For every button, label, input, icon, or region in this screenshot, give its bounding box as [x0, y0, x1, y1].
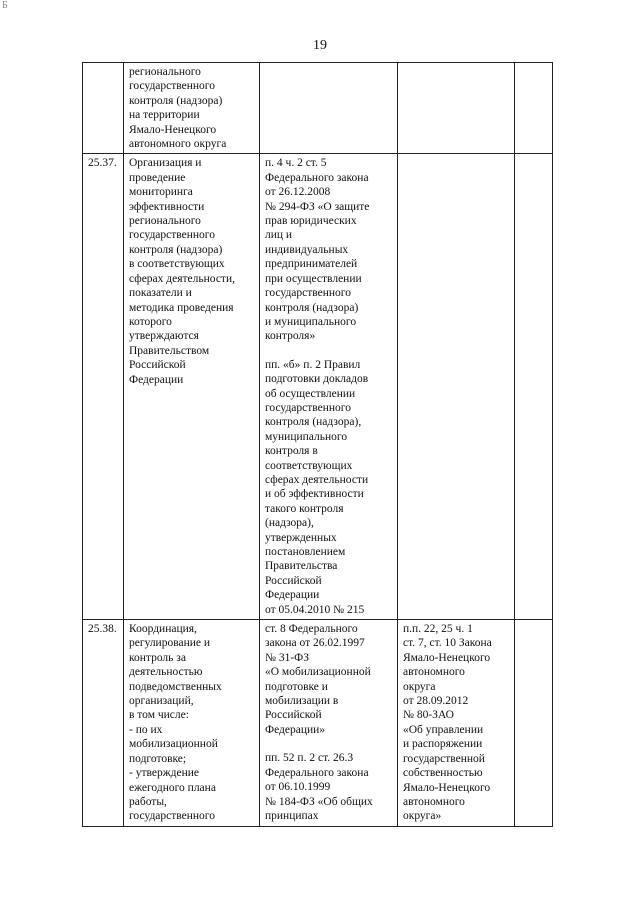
text-line: округа	[403, 680, 436, 693]
text-line: постановлением	[265, 546, 346, 558]
text-line: автономного округа	[129, 138, 227, 151]
item-number: 25.38.	[88, 623, 117, 636]
text-line: от 05.04.2010 № 215	[265, 603, 365, 616]
text-line: Организация и	[129, 157, 202, 170]
text-line: подведомственных	[129, 680, 222, 693]
text-line: мобилизационной	[129, 738, 218, 751]
text-line: ежегодного плана	[129, 781, 216, 794]
text-line: деятельностью	[129, 666, 203, 679]
text-line: и об эффективности	[265, 488, 364, 501]
text-line: пп. 52 п. 2 ст. 26.3	[265, 752, 354, 765]
text-line: автономного	[403, 666, 465, 679]
text-line: ст. 7, ст. 10 Закона	[403, 637, 492, 650]
text-line: сферах деятельности,	[129, 272, 235, 285]
text-line: муниципального	[265, 430, 348, 443]
text-line: Федерации	[129, 373, 184, 386]
notes-cell	[515, 154, 553, 620]
text-line: Координация,	[129, 623, 197, 636]
text-line: на территории	[129, 109, 200, 122]
table-row	[83, 620, 553, 827]
text-line: при осуществлении	[265, 272, 362, 285]
text-line: сферах деятельности	[265, 473, 369, 486]
item-number: 25.37.	[88, 157, 117, 170]
text-line: предпринимателей	[265, 258, 358, 271]
text-line: соответствующих	[265, 459, 353, 472]
regulation-table	[82, 62, 553, 827]
text-line: контроля (надзора)	[129, 243, 223, 256]
table-row	[83, 154, 553, 620]
text-line: мониторинга	[129, 186, 193, 199]
text-line: контроля в	[265, 445, 318, 458]
text-line: Российской	[129, 359, 186, 372]
text-line: государственного	[129, 810, 215, 823]
regional-law-basis-cell	[398, 63, 515, 154]
text-line: Ямало-Ненецкого	[129, 123, 217, 136]
authority-description-cell	[124, 154, 260, 620]
authority-description-cell	[124, 63, 260, 154]
text-line: и муниципального	[265, 315, 357, 328]
text-line: контроля»	[265, 330, 316, 343]
text-line: п.п. 22, 25 ч. 1	[403, 623, 473, 636]
text-line: государственного	[129, 80, 215, 93]
text-line: Ямало-Ненецкого	[403, 651, 491, 664]
text-line: подготовке и	[265, 680, 328, 693]
text-line: от 06.10.1999	[265, 781, 331, 794]
federal-law-basis-cell	[260, 154, 398, 620]
text-line: показатели и	[129, 287, 192, 300]
text-line: государственной	[403, 752, 485, 765]
item-number-cell	[83, 63, 124, 154]
text-line: контроля (надзора),	[265, 416, 362, 429]
text-line: в соответствующих	[129, 258, 225, 271]
text-line: «О мобилизационной	[265, 666, 371, 679]
text-line: контроля (надзора)	[265, 301, 359, 314]
text-line: № 184-ФЗ «Об общих	[265, 795, 373, 808]
text-line: принципах	[265, 809, 319, 822]
text-line: ст. 8 Федерального	[265, 623, 358, 636]
text-line: Правительства	[265, 560, 338, 573]
text-line: методика проведения	[129, 301, 234, 314]
item-number-cell	[83, 154, 124, 620]
text-line: подготовке;	[129, 752, 187, 765]
text-line: прав юридических	[265, 215, 357, 228]
text-line: (надзора),	[265, 517, 314, 530]
text-line: Правительством	[129, 344, 210, 357]
text-line: Федерального закона	[265, 766, 369, 779]
text-line: округа»	[403, 810, 442, 823]
paragraph-gap	[265, 344, 392, 358]
text-line: и распоряжении	[403, 738, 483, 751]
text-line: Ямало-Ненецкого	[403, 781, 491, 794]
text-line: государственного	[265, 401, 351, 414]
table-row	[83, 63, 553, 154]
federal-law-basis-cell	[260, 63, 398, 154]
text-line: контроль за	[129, 651, 186, 664]
item-number-cell	[83, 620, 124, 827]
notes-cell	[515, 63, 553, 154]
text-line: эффективности	[129, 200, 205, 213]
text-line: регулирование и	[129, 637, 211, 650]
text-line: лиц и	[265, 229, 293, 242]
text-line: индивидуальных	[265, 243, 349, 256]
text-line: регионального	[129, 215, 201, 228]
text-line: Российской	[265, 709, 322, 722]
text-line: мобилизации в	[265, 695, 339, 708]
text-line: контроля (надзора)	[129, 94, 223, 107]
text-line: такого контроля	[265, 502, 344, 515]
regional-law-basis-cell	[398, 154, 515, 620]
text-line: п. 4 ч. 2 ст. 5	[265, 157, 327, 170]
text-line: государственного	[265, 287, 351, 300]
text-line: - по их	[129, 723, 163, 736]
authority-description-cell	[124, 620, 260, 827]
text-line: об осуществлении	[265, 387, 356, 400]
text-line: - утверждение	[129, 767, 200, 780]
text-line: № 31-ФЗ	[265, 651, 310, 664]
paragraph-gap	[265, 737, 392, 751]
text-line: организаций,	[129, 695, 194, 708]
text-line: от 28.09.2012	[403, 695, 469, 708]
text-line: которого	[129, 315, 172, 328]
page-number: 19	[313, 38, 327, 53]
text-line: утвержденных	[265, 531, 337, 544]
text-line: от 26.12.2008	[265, 186, 331, 199]
federal-law-basis-cell	[260, 620, 398, 827]
text-line: № 294-ФЗ «О защите	[265, 200, 370, 213]
regional-law-basis-cell	[398, 620, 515, 827]
text-line: регионального	[129, 66, 201, 78]
text-line: Федерации	[265, 589, 320, 602]
text-line: закона от 26.02.1997	[265, 637, 365, 650]
corner-mark: Б	[2, 0, 8, 11]
text-line: в том числе:	[129, 709, 189, 722]
text-line: пп. «б» п. 2 Правил	[265, 358, 361, 371]
text-line: Российской	[265, 574, 322, 587]
text-line: № 80-ЗАО	[403, 709, 454, 722]
text-line: «Об управлении	[403, 723, 484, 736]
text-line: государственного	[129, 229, 215, 242]
notes-cell	[515, 620, 553, 827]
text-line: Федерального закона	[265, 171, 369, 184]
text-line: Федерации»	[265, 723, 326, 736]
text-line: работы,	[129, 795, 167, 808]
text-line: проведение	[129, 171, 186, 184]
text-line: автономного	[403, 795, 465, 808]
text-line: утверждаются	[129, 330, 199, 343]
text-line: подготовки докладов	[265, 373, 369, 386]
text-line: собственностью	[403, 767, 483, 780]
